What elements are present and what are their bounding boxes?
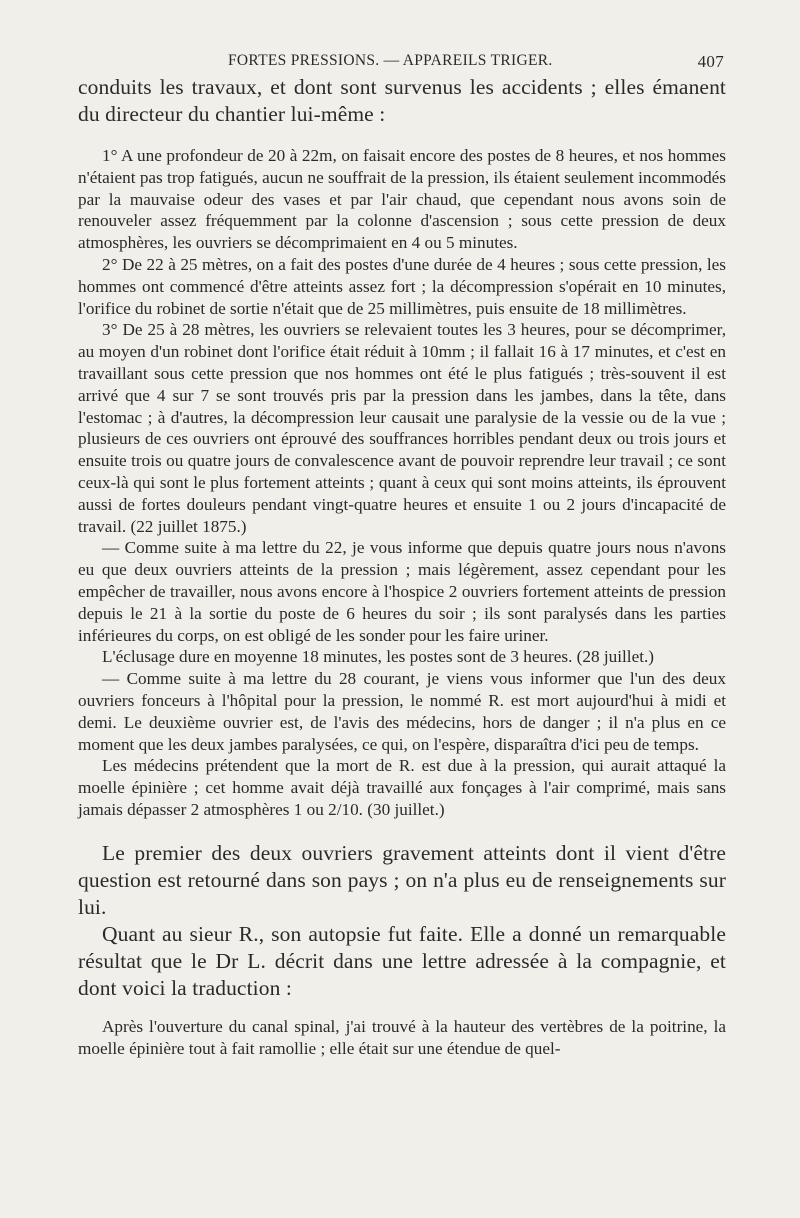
running-header <box>78 48 726 74</box>
autopsy-paragraph: Après l'ouverture du canal spinal, j'ai trouvé à la hauteur des vertèbres de la poitrine, la moelle épinière tout à fait ramollie ; elle était sur une étendue de quel- <box>78 1016 726 1058</box>
letter-paragraph-7: Les médecins prétendent que la mort de R. est due à la pression, qui aurait attaqué la moelle épinière ; cet homme avait déjà travaillé aux fonçages à l'air comprimé, mais sans jamais dépasser 2 atmosphères 1 ou 2/10. (30 juillet.) <box>78 756 726 819</box>
letter-paragraph-5: L'éclusage dure en moyenne 18 minutes, les postes sont de 3 heures. (28 juillet.) <box>102 647 655 667</box>
body-paragraph-2: Quant au sieur R., son autopsie fut faite. Elle a donné un remarquable résultat que le Dr L. décrit dans une lettre adressée à la compagnie, et dont voici la traduction : <box>78 921 726 1000</box>
letter-paragraph-3: 3° De 25 à 28 mètres, les ouvriers se relevaient toutes les 3 heures, pour se décomprimer, au moyen d'un robinet dont l'orifice était réduit à 10mm ; il fallait 16 à 17 minutes, et c'est en travaillant sous cette pression que nos hommes ont été le plus fatigués ; très-souvent il est arrivé que 4 sur 7 se sont trouvés pris par la pression dans les jambes, dans la tête, dans l'estomac ; à d'autres, la décompression leur causait une paralysie de la vessie ou de la vue ; plusieurs de ces ouvriers ont éprouvé des souffrances horribles pendant deux ou trois jours et ensuite trois ou quatre jours de convalescence avant de pouvoir reprendre leur travail ; ce sont ceux-là qui sont le plus fortement atteints ; quant à ceux qui sont moins atteints, ils éprouvent aussi de fortes douleurs pendant vingt-quatre heures et ensuite 1 ou 2 jours d'incapacité de travail. (22 juillet 1875.) <box>78 320 726 536</box>
running-title: FORTES PRESSIONS. — APPAREILS TRIGER. <box>228 52 553 69</box>
intro-paragraph: conduits les travaux, et dont sont survenus les accidents ; elles émanent du directeur du chantier lui-même : <box>78 75 726 126</box>
letter-paragraph-4: — Comme suite à ma lettre du 22, je vous informe que depuis quatre jours nous n'avons eu que deux ouvriers atteints de la pression ; mais légèrement, assez cependant pour les empêcher de travailler, nous avons encore à l'hospice 2 ouvriers fortement atteints de pression depuis le 21 à la sortie du poste de 6 heures du soir ; ils sont paralysés dans les parties inférieures du corps, on est obligé de les sonder pour les faire uriner. <box>78 538 726 645</box>
letter-paragraph-6: — Comme suite à ma lettre du 28 courant, je viens vous informer que l'un des deux ouvriers fonceurs à l'hôpital pour la pression, le nommé R. est mort aujourd'hui à midi et demi. Le deuxième ouvrier est, de l'avis des médecins, hors de danger ; il n'a plus en ce moment que les deux jambes paralysées, ce qui, on l'espère, disparaîtra d'ici peu de temps. <box>78 669 726 754</box>
body-paragraph-1: Le premier des deux ouvriers gravement atteints dont il vient d'être question est retourné dans son pays ; on n'a plus eu de renseignements sur lui. <box>78 840 726 919</box>
letter-paragraph-2: 2° De 22 à 25 mètres, on a fait des postes d'une durée de 4 heures ; sous cette pression, les hommes ont commencé d'être atteints assez fort ; la décompression s'opérait en 10 minutes, l'orifice du robinet de sortie n'était que de 25 millimètres, puis ensuite de 18 millimètres. <box>78 254 726 318</box>
quoted-letter <box>78 145 726 821</box>
book-page <box>78 48 726 1059</box>
letter-paragraph-1: 1° A une profondeur de 20 à 22m, on faisait encore des postes de 8 heures, et nos hommes n'étaient pas trop fatigués, aucun ne souffrait de la pression, ils étaient seulement incommodés par la mauvaise odeur des vases et par l'air chaud, que cependant nous avons soin de renouveler assez fréquemment par la colonne d'ascension ; sous cette pression de deux atmosphères, les ouvriers se décomprimaient en 4 ou 5 minutes. <box>78 146 726 253</box>
page-number: 407 <box>697 52 724 71</box>
